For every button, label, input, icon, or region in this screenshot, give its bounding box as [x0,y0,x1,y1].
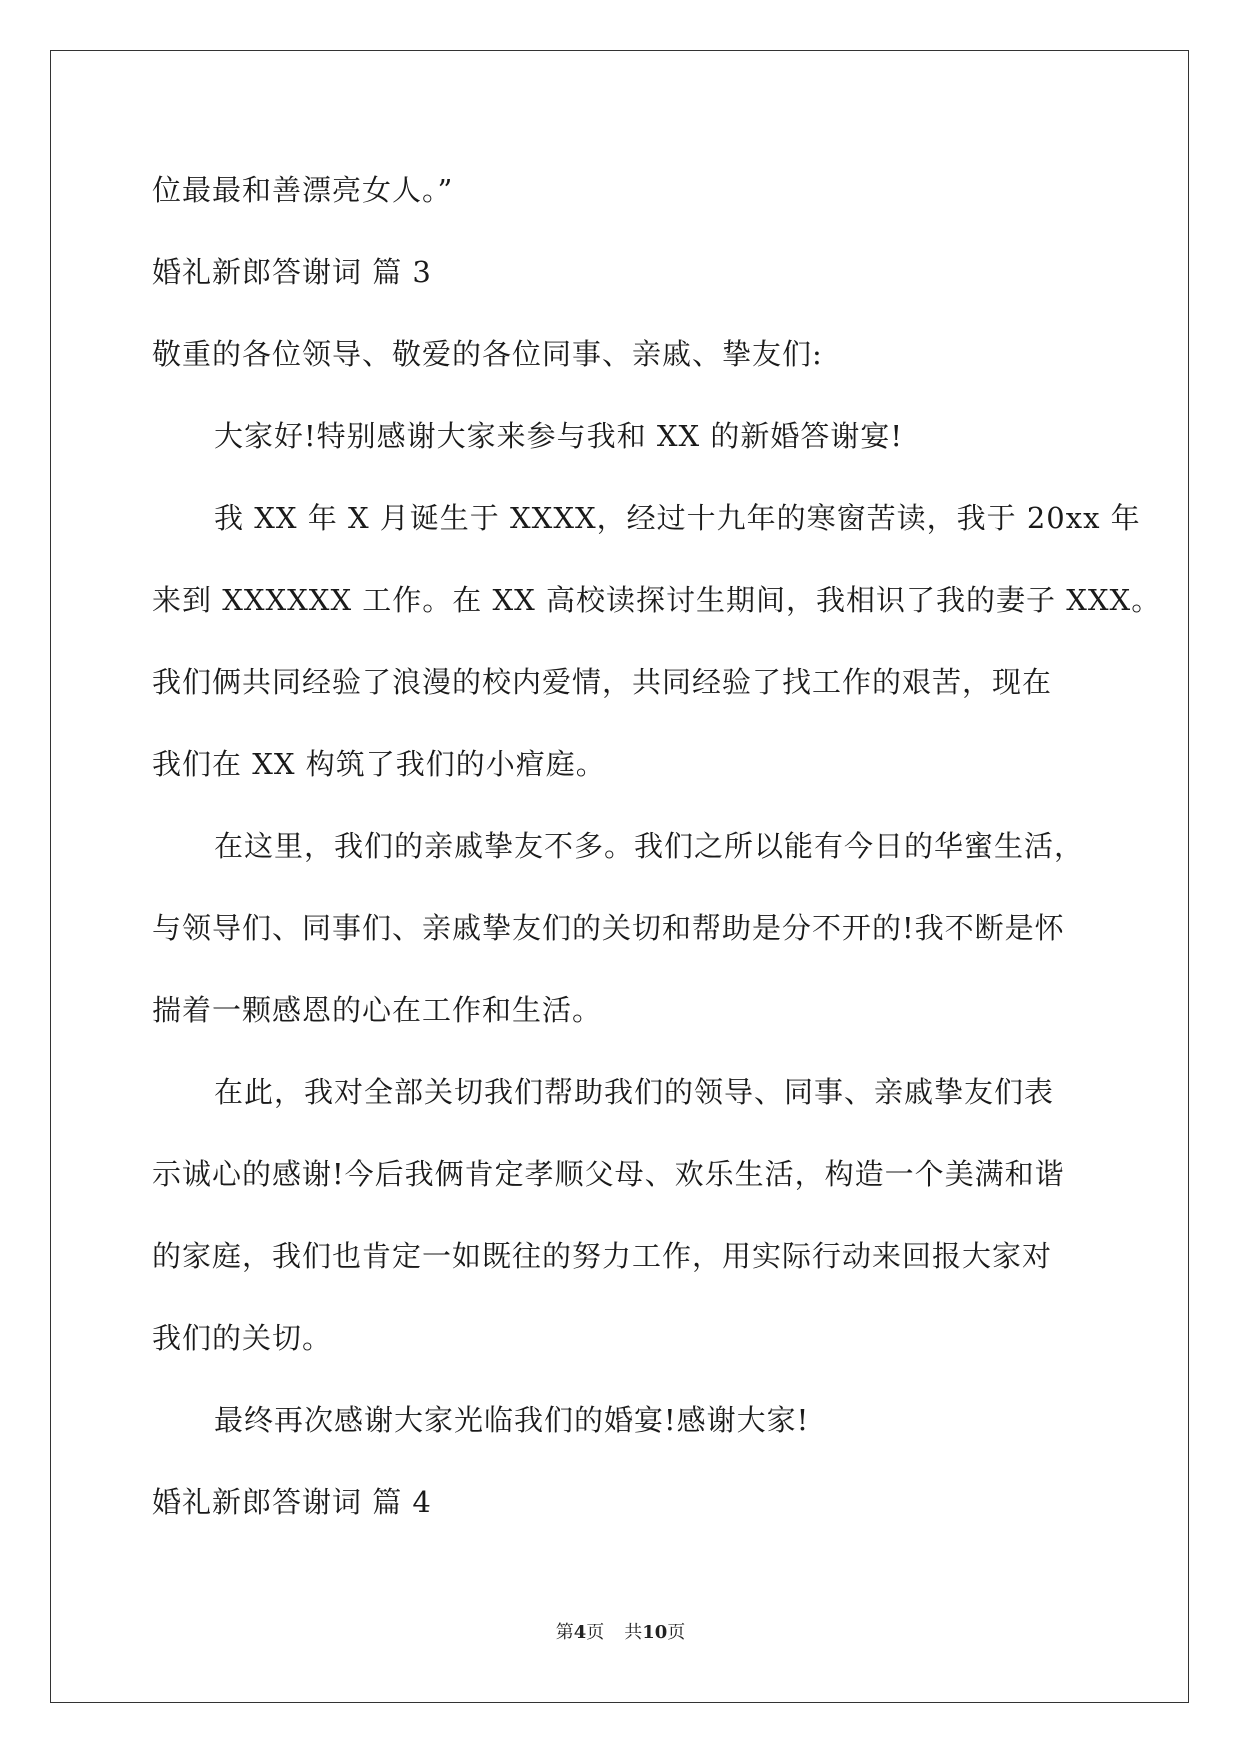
text-line: 最终再次感谢大家光临我们的婚宴!感谢大家! [214,1403,810,1437]
page-current: 4 [573,1622,587,1643]
text-line: 与领导们、同事们、亲戚挚友们的关切和帮助是分不开的!我不断是怀 [152,911,1065,945]
total-unit: 页 [667,1622,686,1643]
page-border [50,50,1189,1703]
text-line: 位最最和善漂亮女人。” [152,173,454,207]
text-line: 我们俩共同经验了浪漫的校内爱情，共同经验了找工作的艰苦，现在 [152,665,1053,699]
salutation: 敬重的各位领导、敬爱的各位同事、亲戚、挚友们: [152,337,823,371]
text-line: 在此，我对全部关切我们帮助我们的领导、同事、亲戚挚友们表 [214,1075,1055,1109]
section-heading: 婚礼新郎答谢词 篇 3 [152,255,432,289]
page-total: 10 [642,1622,668,1643]
text-line: 我们的关切。 [152,1321,333,1355]
text-line: 示诚心的感谢!今后我俩肯定孝顺父母、欢乐生活，构造一个美满和谐 [152,1157,1065,1191]
section-heading: 婚礼新郎答谢词 篇 4 [152,1485,432,1519]
text-line: 我们在 XX 构筑了我们的小痯庭。 [152,747,606,781]
page-unit: 页 [586,1622,605,1643]
text-line: 的家庭，我们也肯定一如既往的努力工作，用实际行动来回报大家对 [152,1239,1053,1273]
page-footer [0,1622,1241,1644]
text-line: 来到 XXXXXX 工作。在 XX 高校读探讨生期间，我相识了我的妻子 XXX。 [152,583,1162,617]
text-line: 我 XX 年 X 月诞生于 XXXX，经过十九年的寒窗苦读，我于 20xx 年 [214,501,1141,535]
total-prefix: 共 [624,1622,643,1643]
page-prefix: 第 [555,1622,574,1643]
text-line: 揣着一颗感恩的心在工作和生活。 [152,993,603,1027]
text-line: 在这里，我们的亲戚挚友不多。我们之所以能有今日的华蜜生活， [214,829,1085,863]
text-line: 大家好!特别感谢大家来参与我和 XX 的新婚答谢宴! [214,419,904,453]
